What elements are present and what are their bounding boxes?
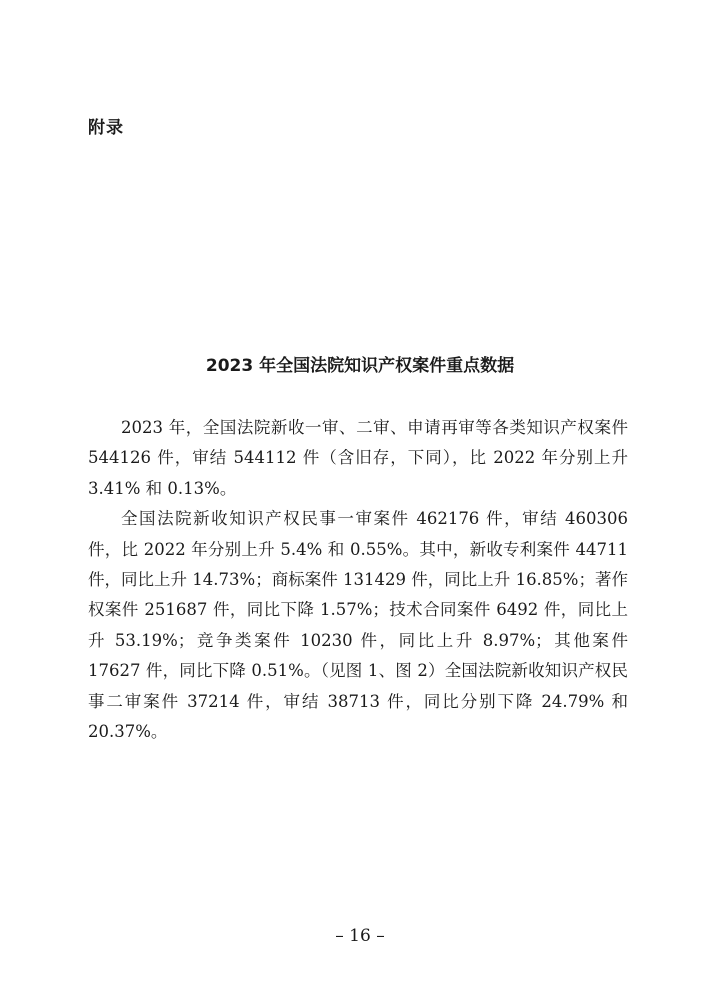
paragraph-2: 全国法院新收知识产权民事一审案件 462176 件，审结 460306 件，比 2022 年分别上升 5.4% 和 0.55%。其中，新收专利案件 44711 件，同比上升 14.73%；商标案件 131429 件，同比上升 16.85%；著作权案件 251687 件，同比下降 1.57%；技术合同案件 6492 件，同比上升 53.19%；竞争类案件 10230 件，同比上升 8.97%；其他案件 17627 件，同比下降 0.51%。（见图 1、图 2）全国法院新收知识产权民事二审案件 37214 件，审结 38713 件，同比分别下降 24.79% 和 20.37%。 <box>88 509 628 742</box>
page-number: – 16 – <box>335 926 385 946</box>
body-text <box>88 413 628 747</box>
document-title: 2023 年全国法院知识产权案件重点数据 <box>205 356 515 376</box>
appendix-label: 附录 <box>88 118 124 138</box>
paragraph-1: 2023 年，全国法院新收一审、二审、申请再审等各类知识产权案件 544126 件，审结 544112 件（含旧存，下同），比 2022 年分别上升 3.41% 和 0.13%。 <box>88 418 628 498</box>
